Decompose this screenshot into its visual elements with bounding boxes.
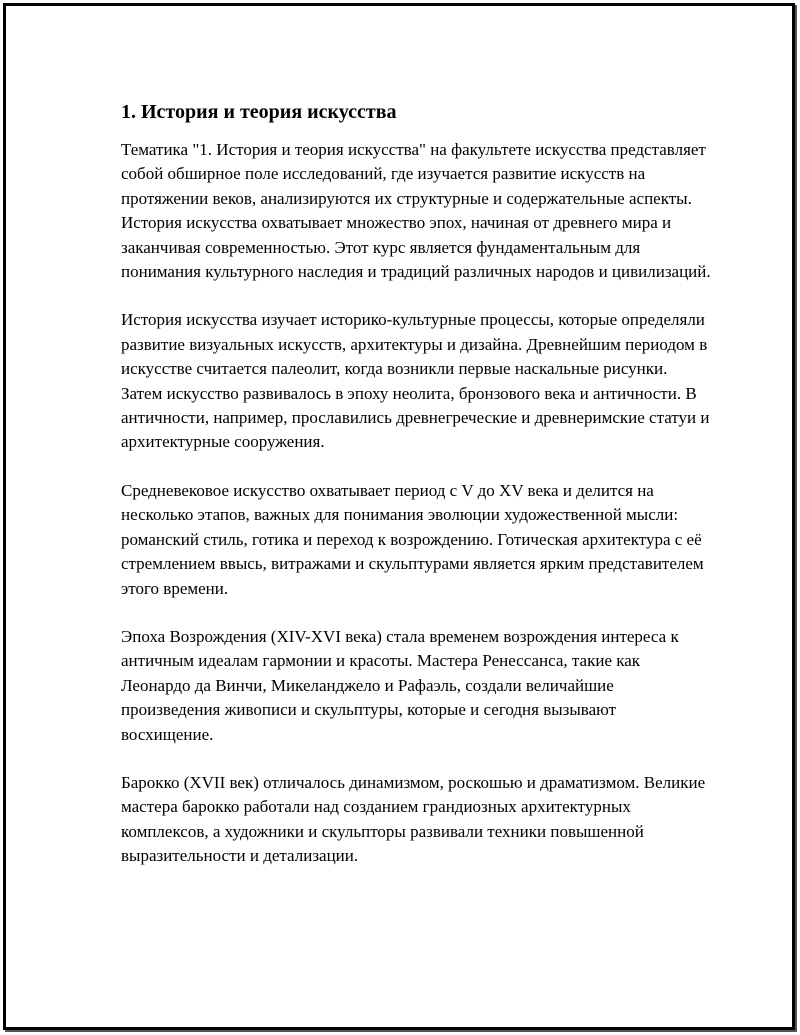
paragraph-2: История искусства изучает историко-культурные процессы, которые определяли развитие визуальных искусств, архитектуры и дизайна. Древнейшим периодом в искусстве считается палеолит, когда возникли первые наскальные рисунки. Затем искусство развивалось в эпоху неолита, бронзового века и античности. В античности, например, прославились древнегреческие и древнеримские статуи и архитектурные сооружения. (121, 310, 710, 452)
page-frame (3, 3, 795, 1030)
document-body (121, 98, 711, 893)
paragraph-4: Эпоха Возрождения (XIV-XVI века) стала временем возрождения интереса к античным идеалам гармонии и красоты. Мастера Ренессанса, такие как Леонардо да Винчи, Микеланджело и Рафаэль, создали величайшие произведения живописи и скульптуры, которые и сегодня вызывают восхищение. (121, 626, 679, 744)
paragraph-1: Тематика "1. История и теория искусства" на факультете искусства представляет собой обширное поле исследований, где изучается развитие искусств на протяжении веков, анализируются их структурные и содержательные аспекты. История искусства охватывает множество эпох, начиная от древнего мира и заканчивая современностью. Этот курс является фундаментальным для понимания культурного наследия и традиций различных народов и цивилизаций. (121, 140, 711, 282)
document-title: 1. История и теория искусства (121, 101, 397, 123)
paragraph-5: Барокко (XVII век) отличалось динамизмом, роскошью и драматизмом. Великие мастера барокко работали над созданием грандиозных архитектурных комплексов, а художники и скульпторы развивали техники повышенной выразительности и детализации. (121, 772, 706, 866)
paragraph-3: Средневековое искусство охватывает период с V до XV века и делится на несколько этапов, важных для понимания эволюции художественной мысли: романский стиль, готика и переход к возрождению. Готическая архитектура с её стремлением ввысь, витражами и скульптурами является ярким представителем этого времени. (121, 480, 704, 598)
